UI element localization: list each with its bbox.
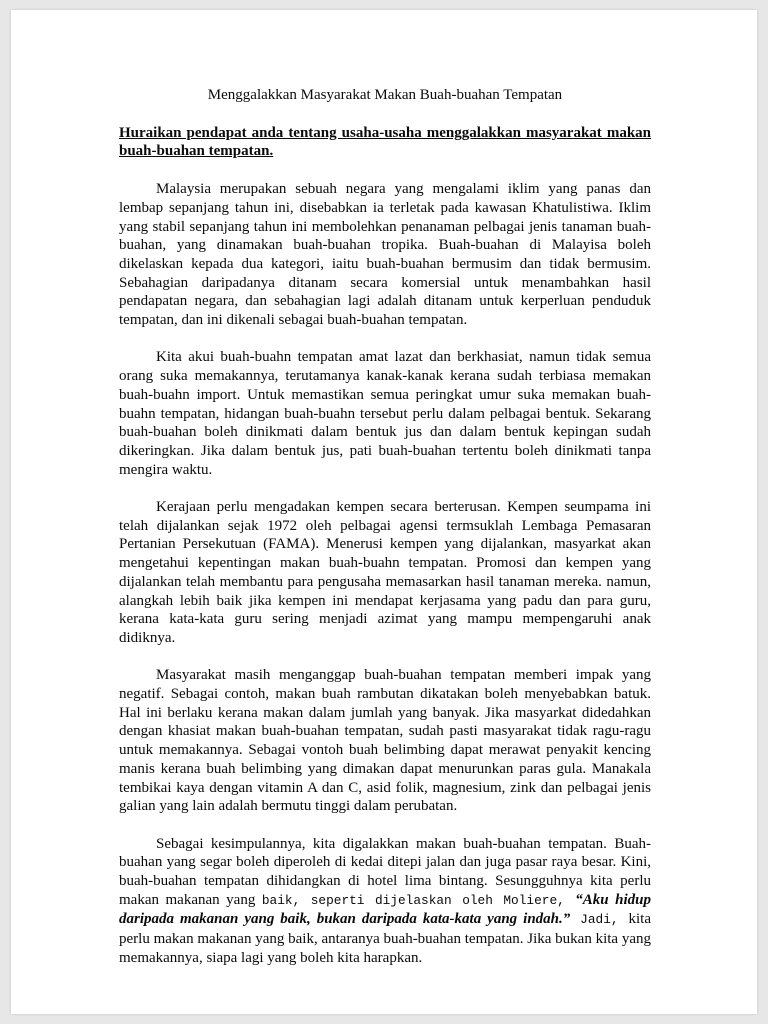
moliere-quote: “Aku hidup daripada makanan yang baik, bukan daripada kata-kata yang indah.” [119, 891, 652, 928]
conclusion-mono-before-quote: baik, seperti dijelaskan oleh Moliere, [261, 892, 576, 908]
paragraph-conclusion [119, 835, 651, 968]
essay-question: Huraikan pendapat anda tentang usaha-usaha menggalakkan masyarakat makan buah-buahan tempatan. [119, 124, 651, 160]
conclusion-outro: kita perlu makan makanan yang baik, antaranya buah-buahan tempatan. Jika bukan kita yang memakannya, siapa lagi yang boleh kita harapkan. [119, 911, 651, 966]
paragraph-4: Masyarakat masih menganggap buah-buahan tempatan memberi impak yang negatif. Sebagai contoh, makan buah rambutan dikatakan boleh menyebabkan batuk. Hal ini berlaku kerana makan dalam jumlah yang banyak. Jika masyarkat didedahkan dengan khasiat makan buah-buahan tempatan, sudah pasti masyarakat tidak ragu-ragu untuk memakannya. Sebagai vontoh buah belimbing dapat merawat penyakit kencing manis kerana buah belimbing yang dimakan dapat menurunkan paras gula. Manakala tembikai kaya dengan vitamin A dan C, asid folik, magnesium, zink dan pelbagai jenis galian yang lain adalah bermutu tinggi dalam perubatan. [119, 667, 651, 815]
conclusion-mono-after-quote: Jadi, [570, 912, 629, 928]
document-title: Menggalakkan Masyarakat Makan Buah-buahan Tempatan [207, 87, 563, 103]
paragraph-2: Kita akui buah-buahn tempatan amat lazat dan berkhasiat, namun tidak semua orang suka memakannya, terutamanya kanak-kanak kerana sudah terbiasa memakan buah-buahn import. Untuk memastikan semua peringkat umur suka memakan buah-buahn tempatan, hidangan buah-buahn tersebut perlu dalam pelbagai bentuk. Sekarang buah-buahan boleh dinikmati dalam bentuk jus dan dalam bentuk kepingan sudah dikeringkan. Jika dalam bentuk jus, pati buah-buahan tertentu boleh dinikmati tanpa mengira waktu. [119, 349, 651, 478]
conclusion-intro: Sebagai kesimpulannya, kita digalakkan makan buah-buahan tempatan. Buah-buahan yang segar boleh diperoleh di kedai ditepi jalan dan juga pasar raya besar. Kini, buah-buahan tempatan dihidangkan di hotel lima bintang. Sesungguhnya kita perlu makan makanan yang [119, 835, 651, 908]
paragraph-3: Kerajaan perlu mengadakan kempen secara berterusan. Kempen seumpama ini telah dijalankan sejak 1972 oleh pelbagai agensi termsuklah Lembaga Pemasaran Pertanian Persekutuan (FAMA). Menerusi kempen yang dijalankan, masyarkat akan mengetahui kepentingan makan buah-buahn tempatan. Promosi dan kempen yang dijalankan telah membantu para pengusaha memasarkan hasil tanaman mereka. namun, alangkah lebih baik jika kempen ini mendapat kerjasama yang padu dan para guru, kerana kata-kata guru sering menjadi azimat yang mampu mempengaruhi anak didiknya. [119, 499, 651, 646]
paragraph-1: Malaysia merupakan sebuah negara yang mengalami iklim yang panas dan lembap sepanjang tahun ini, disebabkan ia terletak pada kawasan Khatulistiwa. Iklim yang stabil sepanjang tahun ini membolehkan penanaman pelbagai jenis tanaman buah-buahan, yang dinamakan buah-buahan tropika. Buah-buahan di Malayisa boleh dikelaskan kepada dua kategori, iaitu buah-buahan bermusim dan tidak bermusim. Sebahagian daripadanya ditanam secara komersial untuk menambahkan hasil pendapatan negara, dan sebahagian lagi adalah ditanam untuk kerperluan penduduk tempatan, dan ini dikenali sebagai buah-buahan tempatan. [119, 181, 651, 329]
document-page [11, 10, 757, 1014]
